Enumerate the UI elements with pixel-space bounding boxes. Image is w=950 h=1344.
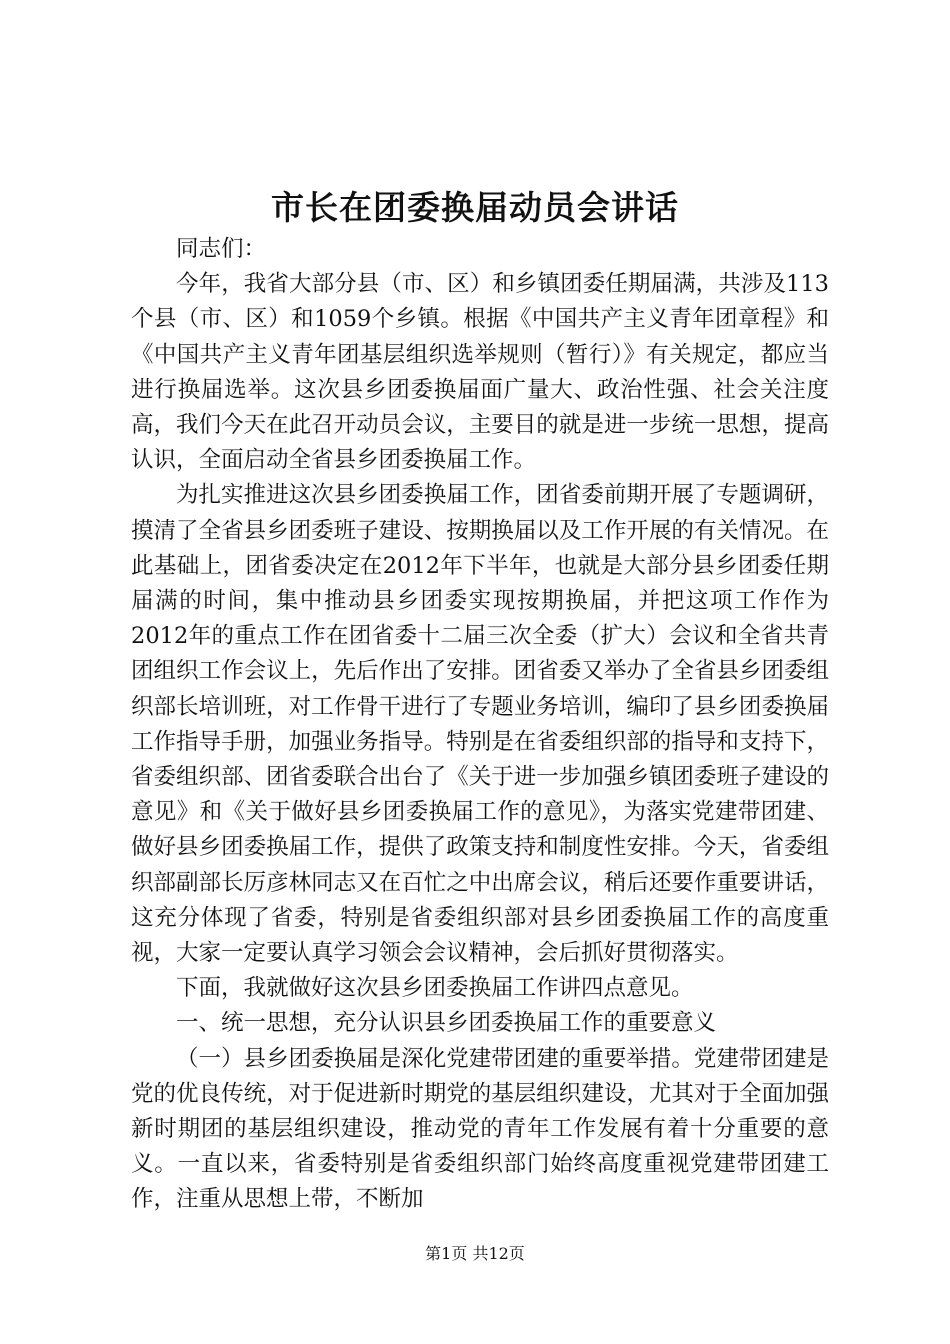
section-heading: 一、统一思想，充分认识县乡团委换届工作的重要意义 xyxy=(176,1010,717,1037)
document-body xyxy=(131,232,829,1218)
salutation: 同志们： xyxy=(176,236,267,262)
paragraph: （一）县乡团委换届是深化党建带团建的重要举措。党建带团建是党的优良传统，对于促进新时期党的基层组织建设，尤其对于全面加强新时期团的基层组织建设，推动党的青年工作发展有着十分重要的意义。一直以来，省委特别是省委组织部门始终高度重视党建带团建工作，注重从思想上带，不断加 xyxy=(131,1045,829,1213)
page-number: 第1页 共12页 xyxy=(425,1244,525,1263)
document-title: 市长在团委换届动员会讲话 xyxy=(271,188,679,227)
paragraph: 下面，我就做好这次县乡团委换届工作讲四点意见。 xyxy=(176,975,694,1002)
paragraph: 今年，我省大部分县（市、区）和乡镇团委任期届满，共涉及113个县（市、区）和1059个乡镇。根据《中国共产主义青年团章程》和《中国共产主义青年团基层组织选举规则（暂行）》有关规定，都应当进行换届选举。这次县乡团委换届面广量大、政治性强、社会关注度高，我们今天在此召开动员会议，主要目的就是进一步统一思想，提高认识，全面启动全省县乡团委换届工作。 xyxy=(131,271,829,474)
paragraph: 为扎实推进这次县乡团委换届工作，团省委前期开展了专题调研，摸清了全省县乡团委班子建设、按期换届以及工作开展的有关情况。在此基础上，团省委决定在2012年下半年，也就是大部分县乡团委任期届满的时间，集中推动县乡团委实现按期换届，并把这项工作作为2012年的重点工作在团省委十二届三次全委（扩大）会议和全省共青团组织工作会议上，先后作出了安排。团省委又举办了全省县乡团委组织部长培训班，对工作骨干进行了专题业务培训，编印了县乡团委换届工作指导手册，加强业务指导。特别是在省委组织部的指导和支持下，省委组织部、团省委联合出台了《关于进一步加强乡镇团委班子建设的意见》和《关于做好县乡团委换届工作的意见》，为落实党建带团建、做好县乡团委换届工作，提供了政策支持和制度性安排。今天，省委组织部副部长厉彦林同志又在百忙之中出席会议，稍后还要作重要讲话，这充分体现了省委，特别是省委组织部对县乡团委换届工作的高度重视，大家一定要认真学习领会会议精神，会后抓好贯彻落实。 xyxy=(131,482,829,967)
